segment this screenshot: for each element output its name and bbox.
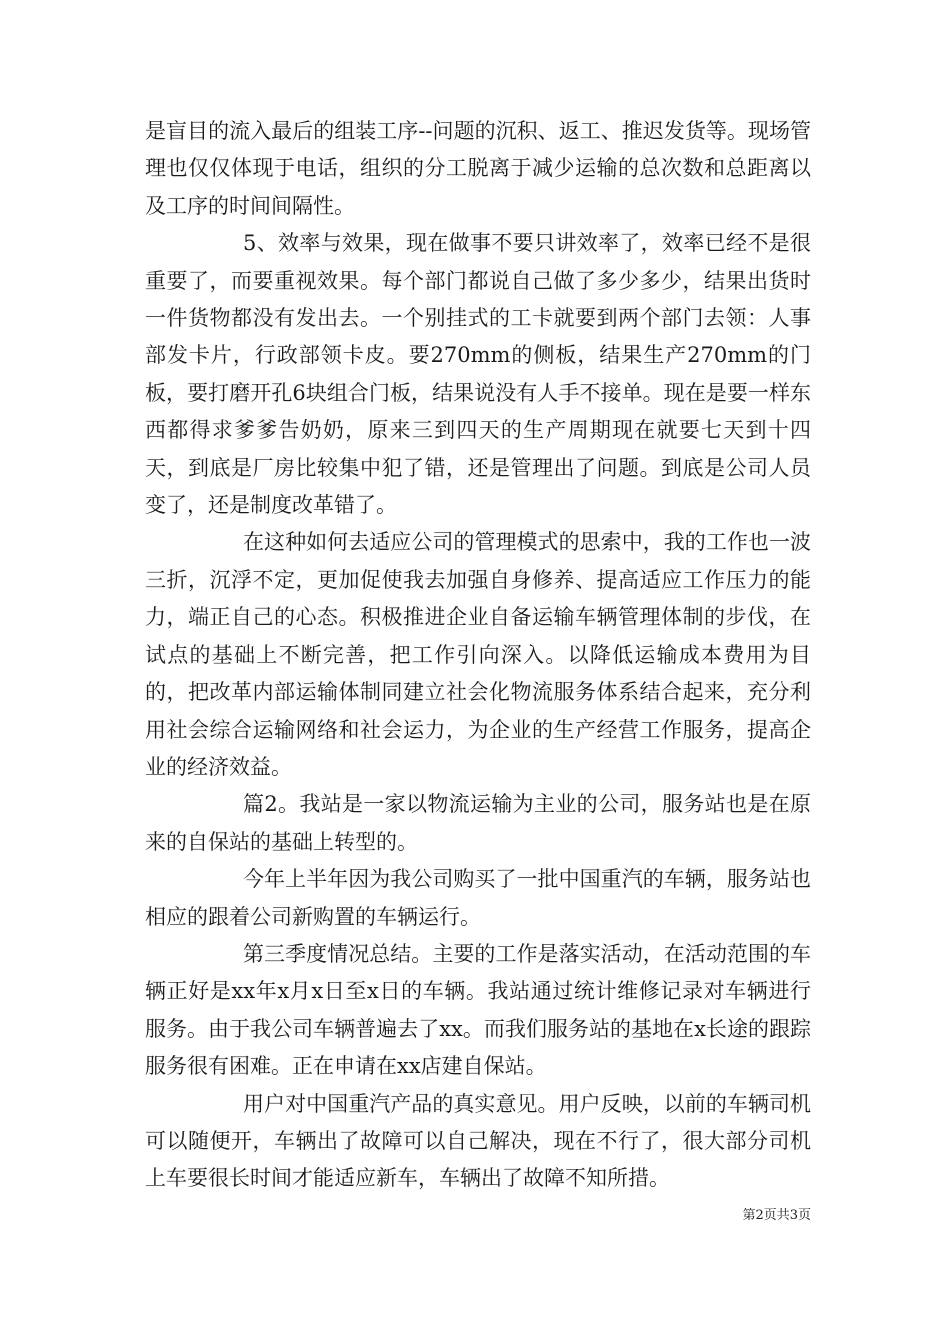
paragraph-management-reflection: 在这种如何去适应公司的管理模式的思索中，我的工作也一波三折，沉浮不定，更加促使我去加强自身修养、提高适应工作压力的能力，端正自己的心态。积极推进企业自备运输车辆管理体制的步伐，在试点的基础上不断完善，把工作引向深入。以降低运输成本费用为目的，把改革内部运输体制同建立社会化物流服务体系结合起来，充分利用社会综合运输网络和社会运力，为企业的生产经营工作服务，提高企业的经济效益。 (145, 530, 811, 779)
paragraph-continuation: 是盲目的流入最后的组装工序--问题的沉积、返工、推迟发货等。现场管理也仅仅体现于电话，组织的分工脱离于减少运输的总次数和总距离以及工序的时间间隔性。 (145, 119, 811, 218)
paragraph-article-2-intro: 篇2。我站是一家以物流运输为主业的公司，服务站也是在原来的自保站的基础上转型的。 (145, 792, 811, 854)
document-body (145, 113, 811, 1198)
paragraph-efficiency: 5、效率与效果，现在做事不要只讲效率了，效率已经不是很重要了，而要重视效果。每个部门都说自己做了多少多少，结果出货时一件货物都没有发出去。一个别挂式的工卡就要到两个部门去领：人事部发卡片，行政部领卡皮。要270mm的侧板，结果生产270mm的门板，要打磨开孔6块组合门板，结果说没有人手不接单。现在是要一样东西都得求爹爹告奶奶，原来三到四天的生产周期现在就要七天到十四天，到底是厂房比较集中犯了错，还是管理出了问题。到底是公司人员变了，还是制度改革错了。 (145, 231, 811, 518)
page-number: 第2页共3页 (742, 1208, 811, 1223)
paragraph-third-quarter: 第三季度情况总结。主要的工作是落实活动，在活动范围的车辆正好是xx年x月x日至x日的车辆。我站通过统计维修记录对车辆进行服务。由于我公司车辆普遍去了xx。而我们服务站的基地在x长途的跟踪服务很有困难。正在申请在xx店建自保站。 (145, 941, 811, 1079)
paragraph-first-half-year: 今年上半年因为我公司购买了一批中国重汽的车辆，服务站也相应的跟着公司新购置的车辆运行。 (145, 867, 811, 929)
paragraph-user-feedback: 用户对中国重汽产品的真实意见。用户反映，以前的车辆司机可以随便开，车辆出了故障可以自己解决，现在不行了，很大部分司机上车要很长时间才能适应新车，车辆出了故障不知所措。 (145, 1091, 811, 1191)
